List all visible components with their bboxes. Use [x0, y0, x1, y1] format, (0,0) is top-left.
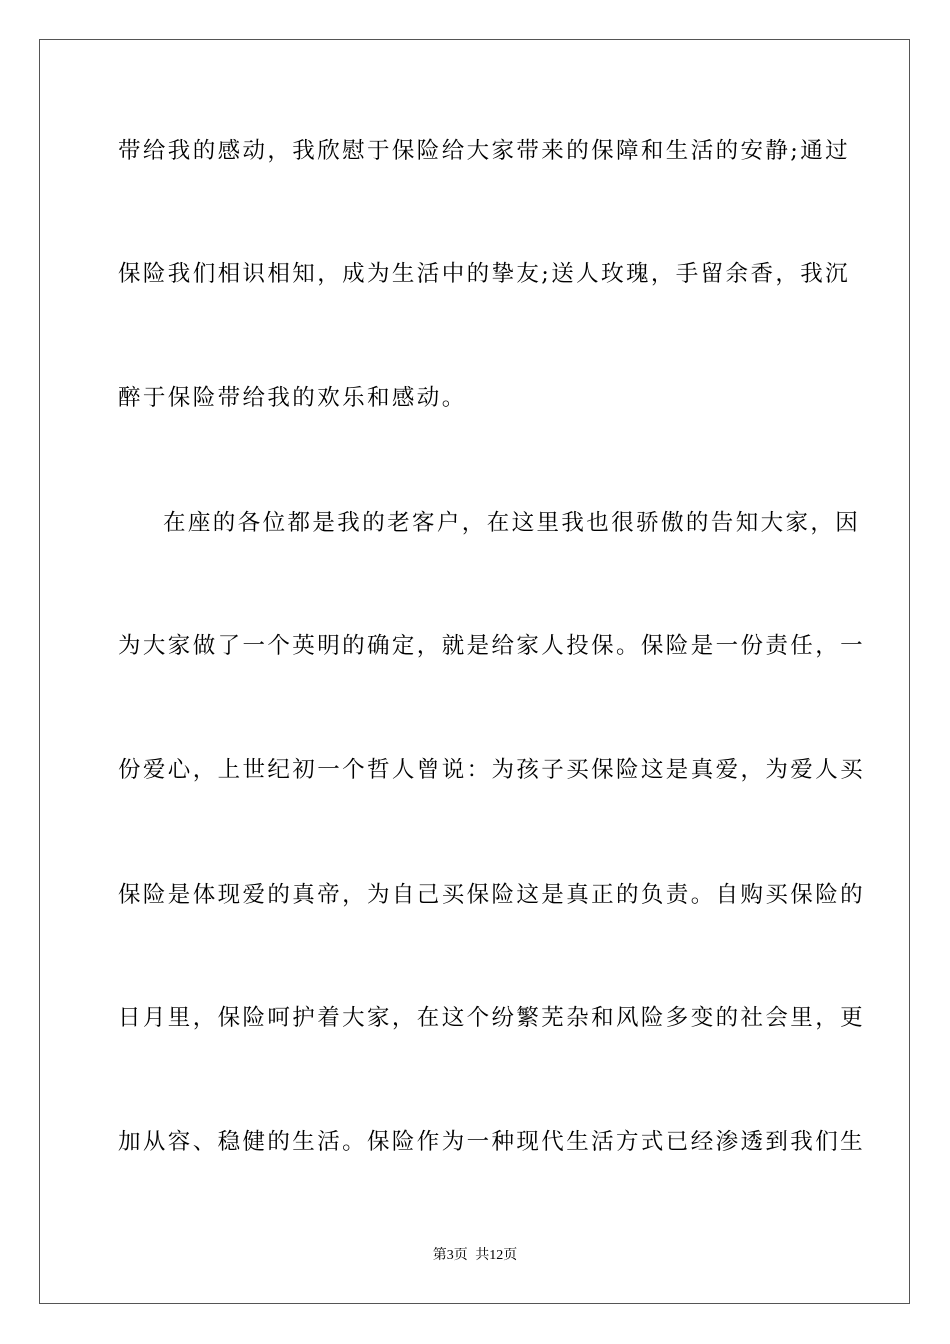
body-line-9: 加从容、稳健的生活。保险作为一种现代生活方式已经渗透到我们生	[118, 1129, 866, 1155]
body-line-2: 保险我们相识相知，成为生活中的挚友;送人玫瑰，手留余香，我沉	[118, 261, 851, 287]
page-footer	[0, 1246, 950, 1266]
page-number: 第3页	[432, 1248, 468, 1263]
body-line-6: 份爱心，上世纪初一个哲人曾说：为孩子买保险这是真爱，为爱人买	[118, 757, 866, 783]
page-total: 共12页	[475, 1248, 518, 1263]
body-line-7: 保险是体现爱的真帝，为自己买保险这是真正的负责。自购买保险的	[118, 882, 866, 908]
body-line-4: 在座的各位都是我的老客户，在这里我也很骄傲的告知大家，因	[163, 510, 861, 536]
body-line-5: 为大家做了一个英明的确定，就是给家人投保。保险是一份责任，一	[118, 633, 866, 659]
page-border	[39, 39, 910, 1304]
body-line-8: 日月里，保险呵护着大家，在这个纷繁芜杂和风险多变的社会里，更	[118, 1005, 866, 1031]
body-line-3: 醉于保险带给我的欢乐和感动。	[118, 385, 467, 411]
body-line-1: 带给我的感动，我欣慰于保险给大家带来的保障和生活的安静;通过	[118, 138, 851, 164]
